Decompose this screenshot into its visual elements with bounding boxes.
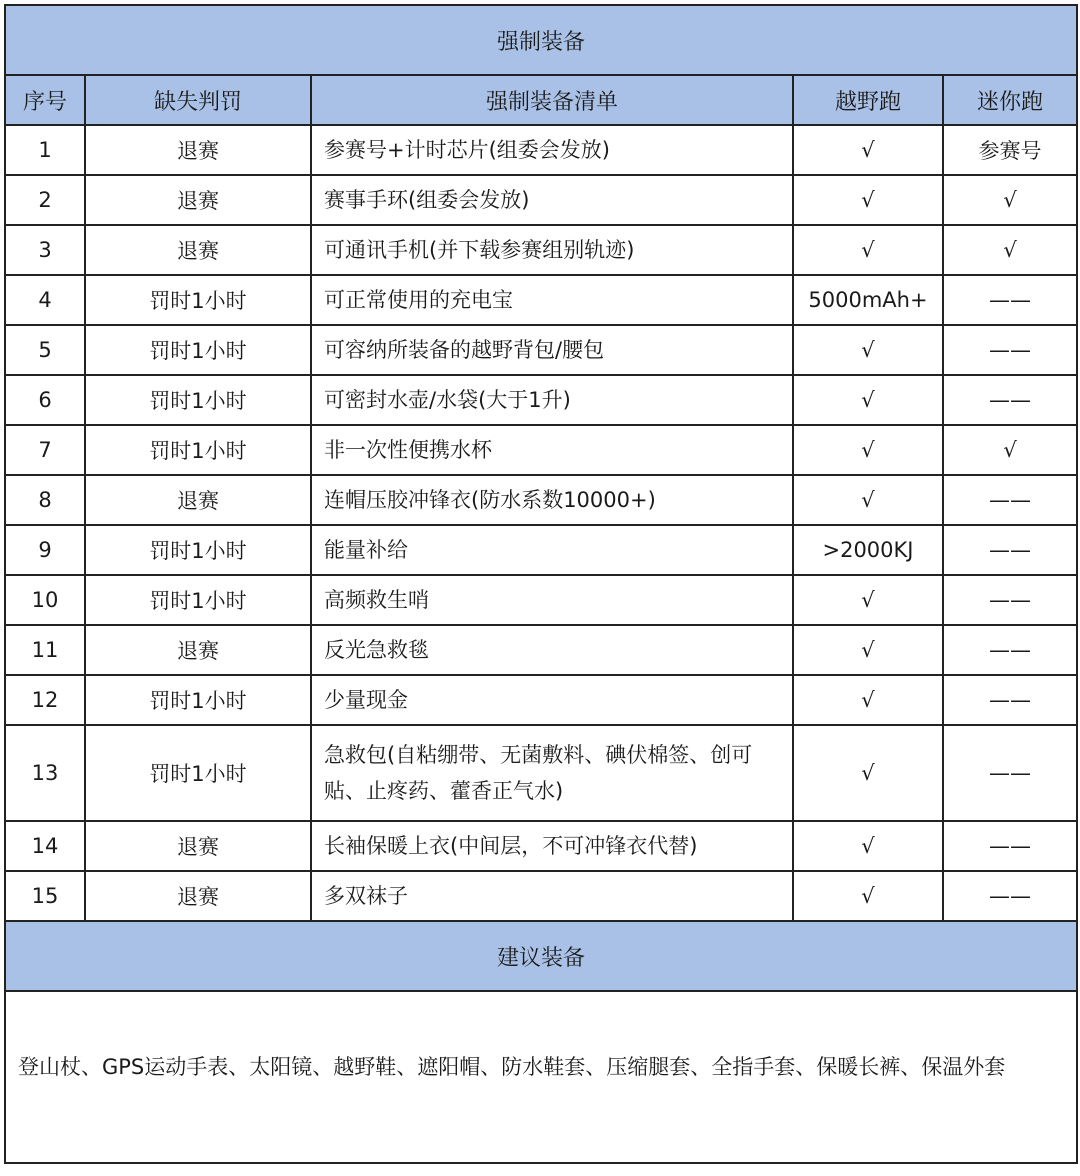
table-row bbox=[5, 725, 1077, 821]
row-trail-run: √ bbox=[793, 425, 943, 475]
row-item: 赛事手环(组委会发放) bbox=[311, 175, 793, 225]
row-trail-run: √ bbox=[793, 725, 943, 821]
row-number: 11 bbox=[5, 625, 85, 675]
column-header-mini-run: 迷你跑 bbox=[943, 75, 1077, 125]
row-number: 12 bbox=[5, 675, 85, 725]
row-item: 连帽压胶冲锋衣(防水系数10000+) bbox=[311, 475, 793, 525]
row-penalty: 罚时1小时 bbox=[85, 525, 311, 575]
equipment-document bbox=[4, 4, 1076, 1164]
recommended-text: 登山杖、GPS运动手表、太阳镜、越野鞋、遮阳帽、防水鞋套、压缩腿套、全指手套、保暖长裤、保温外套 bbox=[5, 991, 1077, 1163]
column-header-number: 序号 bbox=[5, 75, 85, 125]
row-mini-run: —— bbox=[943, 275, 1077, 325]
row-number: 15 bbox=[5, 871, 85, 921]
row-mini-run: —— bbox=[943, 525, 1077, 575]
row-penalty: 罚时1小时 bbox=[85, 575, 311, 625]
row-item: 可通讯手机(并下载参赛组别轨迹) bbox=[311, 225, 793, 275]
row-number: 6 bbox=[5, 375, 85, 425]
table-row bbox=[5, 675, 1077, 725]
row-penalty: 退赛 bbox=[85, 225, 311, 275]
row-penalty: 退赛 bbox=[85, 475, 311, 525]
table-row bbox=[5, 475, 1077, 525]
row-trail-run: √ bbox=[793, 475, 943, 525]
row-mini-run: —— bbox=[943, 575, 1077, 625]
row-mini-run: —— bbox=[943, 871, 1077, 921]
row-number: 7 bbox=[5, 425, 85, 475]
row-penalty: 罚时1小时 bbox=[85, 275, 311, 325]
row-item: 急救包(自粘绷带、无菌敷料、碘伏棉签、创可贴、止疼药、藿香正气水) bbox=[311, 725, 793, 821]
row-item: 可正常使用的充电宝 bbox=[311, 275, 793, 325]
row-penalty: 退赛 bbox=[85, 871, 311, 921]
row-trail-run: √ bbox=[793, 675, 943, 725]
row-number: 5 bbox=[5, 325, 85, 375]
row-trail-run: √ bbox=[793, 125, 943, 175]
row-mini-run: —— bbox=[943, 675, 1077, 725]
table-row bbox=[5, 625, 1077, 675]
row-mini-run: —— bbox=[943, 821, 1077, 871]
row-trail-run: >2000KJ bbox=[793, 525, 943, 575]
row-mini-run: —— bbox=[943, 625, 1077, 675]
table-row bbox=[5, 821, 1077, 871]
table-row bbox=[5, 525, 1077, 575]
row-trail-run: √ bbox=[793, 625, 943, 675]
row-number: 9 bbox=[5, 525, 85, 575]
row-number: 1 bbox=[5, 125, 85, 175]
row-item: 能量补给 bbox=[311, 525, 793, 575]
mandatory-equipment-table bbox=[4, 4, 1078, 1164]
row-number: 8 bbox=[5, 475, 85, 525]
row-penalty: 罚时1小时 bbox=[85, 675, 311, 725]
row-trail-run: √ bbox=[793, 225, 943, 275]
table-row bbox=[5, 325, 1077, 375]
recommended-title: 建议装备 bbox=[5, 921, 1077, 991]
row-number: 13 bbox=[5, 725, 85, 821]
row-trail-run: √ bbox=[793, 325, 943, 375]
row-trail-run: √ bbox=[793, 175, 943, 225]
row-penalty: 罚时1小时 bbox=[85, 325, 311, 375]
row-penalty: 退赛 bbox=[85, 125, 311, 175]
row-trail-run: √ bbox=[793, 821, 943, 871]
row-item: 少量现金 bbox=[311, 675, 793, 725]
row-mini-run: 参赛号 bbox=[943, 125, 1077, 175]
table-body bbox=[5, 125, 1077, 921]
row-trail-run: √ bbox=[793, 575, 943, 625]
table-row bbox=[5, 275, 1077, 325]
row-penalty: 罚时1小时 bbox=[85, 375, 311, 425]
column-header-penalty: 缺失判罚 bbox=[85, 75, 311, 125]
row-item: 非一次性便携水杯 bbox=[311, 425, 793, 475]
row-mini-run: √ bbox=[943, 225, 1077, 275]
row-trail-run: √ bbox=[793, 375, 943, 425]
row-trail-run: 5000mAh+ bbox=[793, 275, 943, 325]
column-header-trail-run: 越野跑 bbox=[793, 75, 943, 125]
row-item: 高频救生哨 bbox=[311, 575, 793, 625]
row-mini-run: —— bbox=[943, 475, 1077, 525]
row-penalty: 罚时1小时 bbox=[85, 425, 311, 475]
row-mini-run: √ bbox=[943, 425, 1077, 475]
table-row bbox=[5, 425, 1077, 475]
row-mini-run: √ bbox=[943, 175, 1077, 225]
table-row bbox=[5, 225, 1077, 275]
row-item: 长袖保暖上衣(中间层，不可冲锋衣代替) bbox=[311, 821, 793, 871]
row-item: 多双袜子 bbox=[311, 871, 793, 921]
row-penalty: 退赛 bbox=[85, 625, 311, 675]
row-trail-run: √ bbox=[793, 871, 943, 921]
table-row bbox=[5, 375, 1077, 425]
table-row bbox=[5, 125, 1077, 175]
table-row bbox=[5, 175, 1077, 225]
table-row bbox=[5, 871, 1077, 921]
row-number: 14 bbox=[5, 821, 85, 871]
row-penalty: 退赛 bbox=[85, 175, 311, 225]
row-number: 3 bbox=[5, 225, 85, 275]
row-mini-run: —— bbox=[943, 725, 1077, 821]
row-mini-run: —— bbox=[943, 325, 1077, 375]
row-item: 可密封水壶/水袋(大于1升) bbox=[311, 375, 793, 425]
row-mini-run: —— bbox=[943, 375, 1077, 425]
table-title: 强制装备 bbox=[5, 5, 1077, 75]
row-penalty: 罚时1小时 bbox=[85, 725, 311, 821]
row-item: 可容纳所装备的越野背包/腰包 bbox=[311, 325, 793, 375]
row-item: 参赛号+计时芯片(组委会发放) bbox=[311, 125, 793, 175]
row-item: 反光急救毯 bbox=[311, 625, 793, 675]
row-number: 2 bbox=[5, 175, 85, 225]
table-row bbox=[5, 575, 1077, 625]
row-penalty: 退赛 bbox=[85, 821, 311, 871]
row-number: 4 bbox=[5, 275, 85, 325]
row-number: 10 bbox=[5, 575, 85, 625]
column-header-item: 强制装备清单 bbox=[311, 75, 793, 125]
